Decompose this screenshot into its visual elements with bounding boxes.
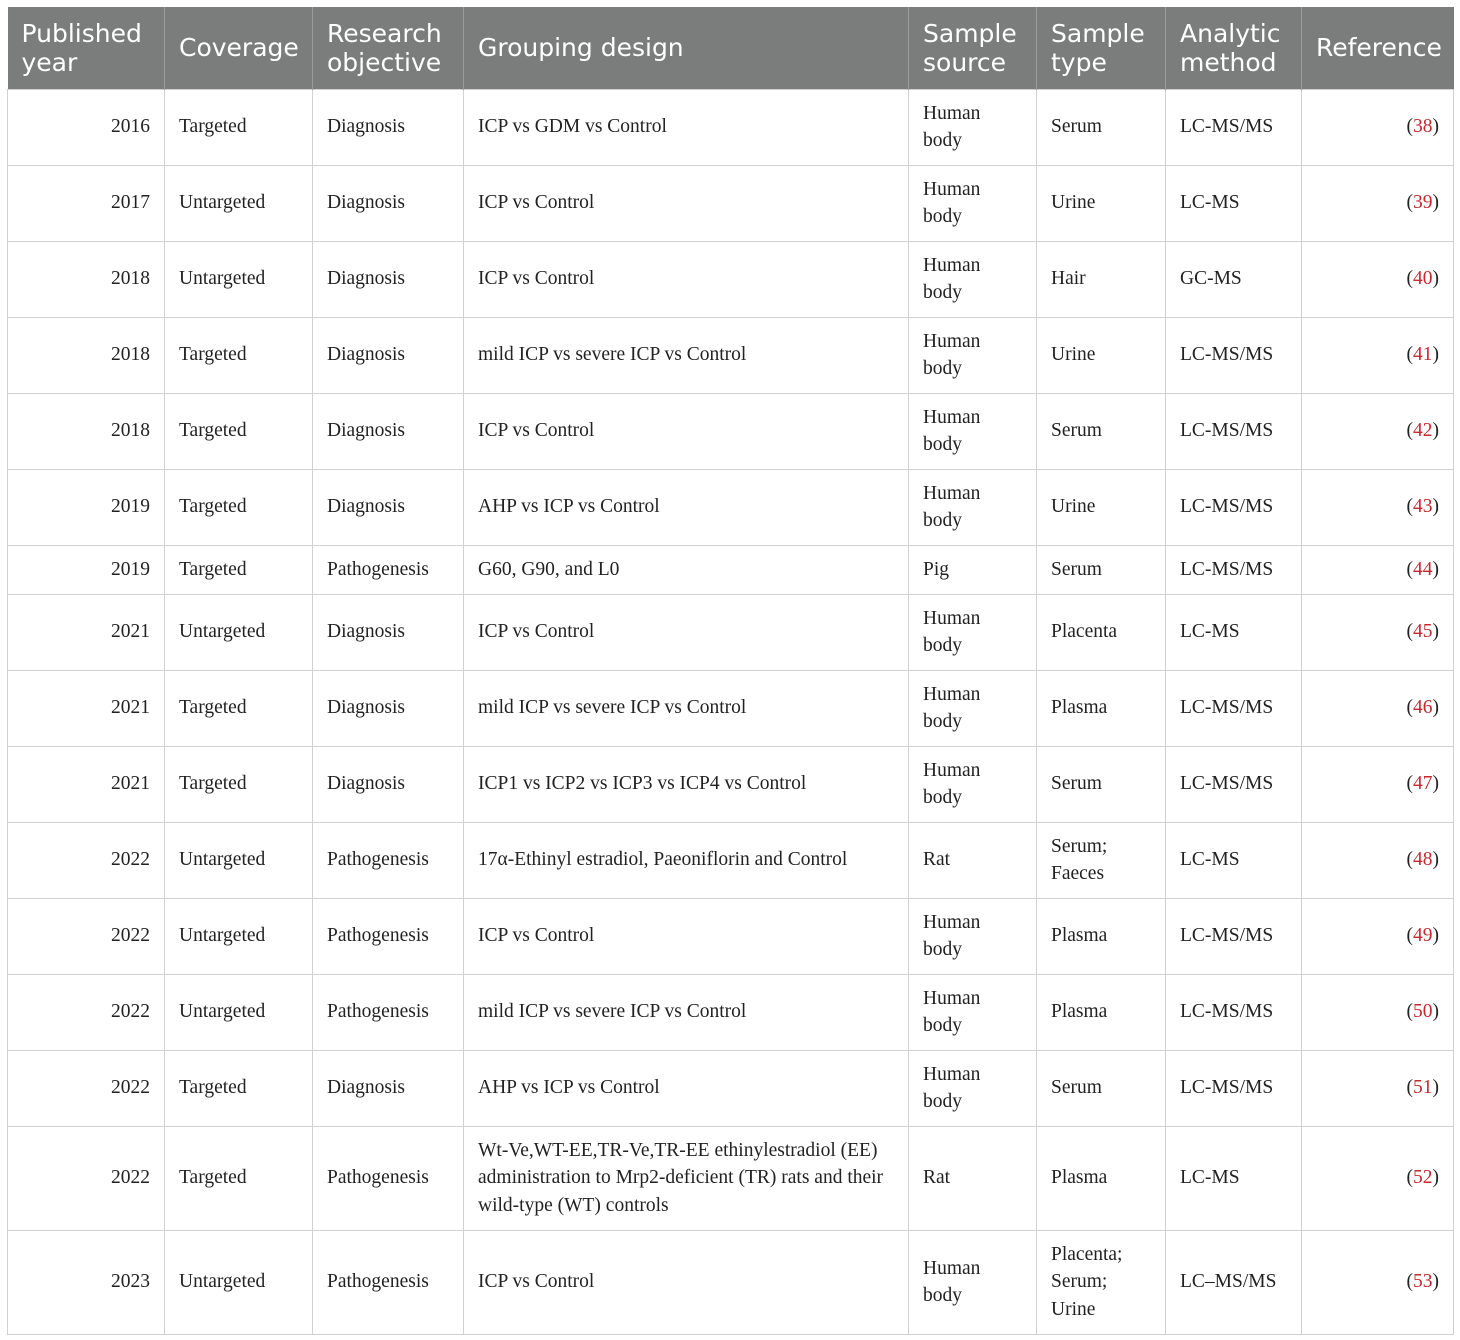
- cell-sample-type: Serum: [1037, 545, 1166, 594]
- cell-research-objective: Pathogenesis: [313, 822, 464, 898]
- cell-sample-type: Serum: [1037, 746, 1166, 822]
- reference-link[interactable]: 43: [1413, 496, 1433, 518]
- table-row: [8, 822, 1454, 898]
- cell-reference: [1302, 746, 1454, 822]
- cell-research-objective: Diagnosis: [313, 241, 464, 317]
- cell-published-year: 2017: [8, 165, 165, 241]
- cell-sample-source: Human body: [909, 1230, 1037, 1334]
- ref-open-paren: (: [1406, 558, 1413, 580]
- cell-sample-type: Urine: [1037, 165, 1166, 241]
- cell-sample-source: Human body: [909, 165, 1037, 241]
- cell-grouping-design: ICP vs Control: [464, 1230, 909, 1334]
- ref-close-paren: ): [1432, 420, 1439, 442]
- header-analytic-method: Analytic method: [1166, 7, 1302, 89]
- cell-grouping-design: ICP1 vs ICP2 vs ICP3 vs ICP4 vs Control: [464, 746, 909, 822]
- header-research-objective: Research objective: [313, 7, 464, 89]
- table-row: [8, 393, 1454, 469]
- cell-published-year: 2021: [8, 670, 165, 746]
- cell-coverage: Targeted: [165, 545, 313, 594]
- cell-sample-type: Plasma: [1037, 974, 1166, 1050]
- cell-sample-source: Rat: [909, 822, 1037, 898]
- reference-link[interactable]: 42: [1413, 420, 1433, 442]
- cell-published-year: 2023: [8, 1230, 165, 1334]
- ref-open-paren: (: [1406, 925, 1413, 947]
- table-row: [8, 670, 1454, 746]
- ref-close-paren: ): [1432, 1167, 1439, 1189]
- table-row: [8, 469, 1454, 545]
- cell-grouping-design: 17α-Ethinyl estradiol, Paeoniflorin and Control: [464, 822, 909, 898]
- cell-reference: [1302, 165, 1454, 241]
- header-row: [8, 7, 1454, 89]
- cell-research-objective: Pathogenesis: [313, 545, 464, 594]
- table-body: [8, 89, 1454, 1334]
- table-container: [7, 7, 1453, 1335]
- cell-grouping-design: AHP vs ICP vs Control: [464, 469, 909, 545]
- cell-reference: [1302, 469, 1454, 545]
- cell-sample-source: Human body: [909, 1050, 1037, 1126]
- cell-analytic-method: LC-MS: [1166, 594, 1302, 670]
- reference-link[interactable]: 53: [1413, 1271, 1433, 1293]
- ref-open-paren: (: [1406, 116, 1413, 138]
- cell-sample-source: Human body: [909, 89, 1037, 165]
- cell-research-objective: Diagnosis: [313, 165, 464, 241]
- reference-link[interactable]: 48: [1413, 849, 1433, 871]
- cell-grouping-design: Wt-Ve,WT-EE,TR-Ve,TR-EE ethinylestradiol (EE) administration to Mrp2-deficient (TR) rats and their wild-type (WT) controls: [464, 1126, 909, 1230]
- table-row: [8, 165, 1454, 241]
- ref-open-paren: (: [1406, 773, 1413, 795]
- reference-link[interactable]: 46: [1413, 697, 1433, 719]
- cell-research-objective: Pathogenesis: [313, 898, 464, 974]
- header-sample-type: Sample type: [1037, 7, 1166, 89]
- cell-analytic-method: LC-MS/MS: [1166, 898, 1302, 974]
- cell-research-objective: Diagnosis: [313, 1050, 464, 1126]
- cell-reference: [1302, 1050, 1454, 1126]
- cell-analytic-method: LC-MS/MS: [1166, 746, 1302, 822]
- reference-link[interactable]: 40: [1413, 268, 1433, 290]
- cell-sample-type: Plasma: [1037, 670, 1166, 746]
- ref-close-paren: ): [1432, 621, 1439, 643]
- cell-grouping-design: AHP vs ICP vs Control: [464, 1050, 909, 1126]
- cell-analytic-method: LC-MS: [1166, 1126, 1302, 1230]
- cell-reference: [1302, 545, 1454, 594]
- cell-coverage: Targeted: [165, 89, 313, 165]
- cell-sample-source: Human body: [909, 317, 1037, 393]
- cell-coverage: Untargeted: [165, 822, 313, 898]
- metabolomics-studies-table: [7, 7, 1454, 1335]
- cell-published-year: 2022: [8, 1050, 165, 1126]
- cell-sample-source: Human body: [909, 469, 1037, 545]
- cell-coverage: Untargeted: [165, 594, 313, 670]
- ref-close-paren: ): [1432, 558, 1439, 580]
- table-row: [8, 1050, 1454, 1126]
- header-grouping-design: Grouping design: [464, 7, 909, 89]
- reference-link[interactable]: 44: [1413, 558, 1433, 580]
- cell-analytic-method: LC–MS/MS: [1166, 1230, 1302, 1334]
- cell-analytic-method: LC-MS: [1166, 822, 1302, 898]
- cell-coverage: Targeted: [165, 393, 313, 469]
- table-row: [8, 594, 1454, 670]
- header-published-year: Published year: [8, 7, 165, 89]
- cell-published-year: 2019: [8, 469, 165, 545]
- reference-link[interactable]: 38: [1413, 116, 1433, 138]
- cell-sample-type: Urine: [1037, 469, 1166, 545]
- cell-coverage: Untargeted: [165, 1230, 313, 1334]
- table-row: [8, 898, 1454, 974]
- cell-published-year: 2018: [8, 241, 165, 317]
- cell-sample-source: Human body: [909, 594, 1037, 670]
- cell-published-year: 2018: [8, 393, 165, 469]
- cell-published-year: 2019: [8, 545, 165, 594]
- cell-sample-type: Urine: [1037, 317, 1166, 393]
- cell-research-objective: Diagnosis: [313, 670, 464, 746]
- table-row: [8, 746, 1454, 822]
- cell-sample-type: Hair: [1037, 241, 1166, 317]
- cell-analytic-method: LC-MS/MS: [1166, 317, 1302, 393]
- reference-link[interactable]: 45: [1413, 621, 1433, 643]
- cell-reference: [1302, 670, 1454, 746]
- ref-close-paren: ): [1432, 1001, 1439, 1023]
- ref-close-paren: ): [1432, 268, 1439, 290]
- cell-research-objective: Pathogenesis: [313, 1126, 464, 1230]
- cell-coverage: Targeted: [165, 746, 313, 822]
- cell-analytic-method: LC-MS/MS: [1166, 393, 1302, 469]
- cell-analytic-method: LC-MS/MS: [1166, 974, 1302, 1050]
- cell-sample-type: Serum; Faeces: [1037, 822, 1166, 898]
- ref-close-paren: ): [1432, 1077, 1439, 1099]
- ref-open-paren: (: [1406, 849, 1413, 871]
- cell-sample-type: Serum: [1037, 1050, 1166, 1126]
- cell-published-year: 2016: [8, 89, 165, 165]
- cell-published-year: 2022: [8, 822, 165, 898]
- cell-coverage: Untargeted: [165, 165, 313, 241]
- reference-link[interactable]: 39: [1413, 192, 1433, 214]
- cell-research-objective: Diagnosis: [313, 469, 464, 545]
- ref-close-paren: ): [1432, 925, 1439, 947]
- cell-reference: [1302, 317, 1454, 393]
- cell-sample-source: Human body: [909, 241, 1037, 317]
- ref-open-paren: (: [1406, 1001, 1413, 1023]
- cell-sample-source: Human body: [909, 898, 1037, 974]
- cell-coverage: Untargeted: [165, 898, 313, 974]
- cell-grouping-design: ICP vs GDM vs Control: [464, 89, 909, 165]
- cell-published-year: 2018: [8, 317, 165, 393]
- cell-grouping-design: ICP vs Control: [464, 241, 909, 317]
- cell-grouping-design: mild ICP vs severe ICP vs Control: [464, 974, 909, 1050]
- table-row: [8, 545, 1454, 594]
- cell-research-objective: Diagnosis: [313, 89, 464, 165]
- cell-sample-type: Serum: [1037, 89, 1166, 165]
- table-row: [8, 317, 1454, 393]
- ref-open-paren: (: [1406, 420, 1413, 442]
- ref-close-paren: ): [1432, 116, 1439, 138]
- table-row: [8, 1126, 1454, 1230]
- cell-published-year: 2022: [8, 974, 165, 1050]
- cell-sample-type: Serum: [1037, 393, 1166, 469]
- header-reference: Reference: [1302, 7, 1454, 89]
- cell-sample-type: Placenta; Serum; Urine: [1037, 1230, 1166, 1334]
- cell-reference: [1302, 393, 1454, 469]
- cell-analytic-method: LC-MS/MS: [1166, 1050, 1302, 1126]
- cell-coverage: Targeted: [165, 670, 313, 746]
- cell-published-year: 2021: [8, 746, 165, 822]
- cell-sample-source: Rat: [909, 1126, 1037, 1230]
- cell-analytic-method: LC-MS: [1166, 165, 1302, 241]
- reference-link[interactable]: 52: [1413, 1167, 1433, 1189]
- cell-sample-type: Plasma: [1037, 898, 1166, 974]
- ref-open-paren: (: [1406, 344, 1413, 366]
- cell-grouping-design: ICP vs Control: [464, 165, 909, 241]
- cell-grouping-design: ICP vs Control: [464, 594, 909, 670]
- cell-coverage: Targeted: [165, 1126, 313, 1230]
- cell-sample-source: Pig: [909, 545, 1037, 594]
- ref-close-paren: ): [1432, 192, 1439, 214]
- ref-open-paren: (: [1406, 1167, 1413, 1189]
- cell-sample-type: Placenta: [1037, 594, 1166, 670]
- cell-research-objective: Diagnosis: [313, 594, 464, 670]
- ref-close-paren: ): [1432, 697, 1439, 719]
- ref-open-paren: (: [1406, 697, 1413, 719]
- cell-reference: [1302, 974, 1454, 1050]
- ref-open-paren: (: [1406, 268, 1413, 290]
- cell-coverage: Targeted: [165, 317, 313, 393]
- ref-open-paren: (: [1406, 192, 1413, 214]
- cell-research-objective: Pathogenesis: [313, 1230, 464, 1334]
- cell-reference: [1302, 822, 1454, 898]
- cell-analytic-method: LC-MS/MS: [1166, 469, 1302, 545]
- cell-coverage: Targeted: [165, 1050, 313, 1126]
- header-coverage: Coverage: [165, 7, 313, 89]
- cell-coverage: Untargeted: [165, 241, 313, 317]
- reference-link[interactable]: 47: [1413, 773, 1433, 795]
- cell-sample-source: Human body: [909, 974, 1037, 1050]
- reference-link[interactable]: 50: [1413, 1001, 1433, 1023]
- reference-link[interactable]: 49: [1413, 925, 1433, 947]
- reference-link[interactable]: 41: [1413, 344, 1433, 366]
- table-row: [8, 974, 1454, 1050]
- ref-close-paren: ): [1432, 1271, 1439, 1293]
- cell-research-objective: Diagnosis: [313, 746, 464, 822]
- cell-reference: [1302, 594, 1454, 670]
- cell-grouping-design: G60, G90, and L0: [464, 545, 909, 594]
- cell-reference: [1302, 1230, 1454, 1334]
- cell-reference: [1302, 241, 1454, 317]
- ref-close-paren: ): [1432, 849, 1439, 871]
- ref-close-paren: ): [1432, 496, 1439, 518]
- table-row: [8, 241, 1454, 317]
- cell-published-year: 2022: [8, 1126, 165, 1230]
- cell-grouping-design: mild ICP vs severe ICP vs Control: [464, 670, 909, 746]
- table-row: [8, 1230, 1454, 1334]
- cell-analytic-method: GC-MS: [1166, 241, 1302, 317]
- ref-open-paren: (: [1406, 1077, 1413, 1099]
- ref-open-paren: (: [1406, 621, 1413, 643]
- cell-sample-source: Human body: [909, 746, 1037, 822]
- cell-sample-source: Human body: [909, 393, 1037, 469]
- cell-research-objective: Diagnosis: [313, 393, 464, 469]
- cell-grouping-design: ICP vs Control: [464, 393, 909, 469]
- cell-sample-type: Plasma: [1037, 1126, 1166, 1230]
- header-sample-source: Sample source: [909, 7, 1037, 89]
- cell-research-objective: Pathogenesis: [313, 974, 464, 1050]
- cell-published-year: 2021: [8, 594, 165, 670]
- cell-coverage: Untargeted: [165, 974, 313, 1050]
- cell-research-objective: Diagnosis: [313, 317, 464, 393]
- cell-analytic-method: LC-MS/MS: [1166, 670, 1302, 746]
- cell-reference: [1302, 898, 1454, 974]
- cell-reference: [1302, 1126, 1454, 1230]
- ref-close-paren: ): [1432, 773, 1439, 795]
- ref-open-paren: (: [1406, 496, 1413, 518]
- ref-open-paren: (: [1406, 1271, 1413, 1293]
- cell-sample-source: Human body: [909, 670, 1037, 746]
- cell-analytic-method: LC-MS/MS: [1166, 545, 1302, 594]
- table-row: [8, 89, 1454, 165]
- cell-grouping-design: ICP vs Control: [464, 898, 909, 974]
- cell-published-year: 2022: [8, 898, 165, 974]
- cell-grouping-design: mild ICP vs severe ICP vs Control: [464, 317, 909, 393]
- reference-link[interactable]: 51: [1413, 1077, 1433, 1099]
- cell-reference: [1302, 89, 1454, 165]
- cell-analytic-method: LC-MS/MS: [1166, 89, 1302, 165]
- ref-close-paren: ): [1432, 344, 1439, 366]
- cell-coverage: Targeted: [165, 469, 313, 545]
